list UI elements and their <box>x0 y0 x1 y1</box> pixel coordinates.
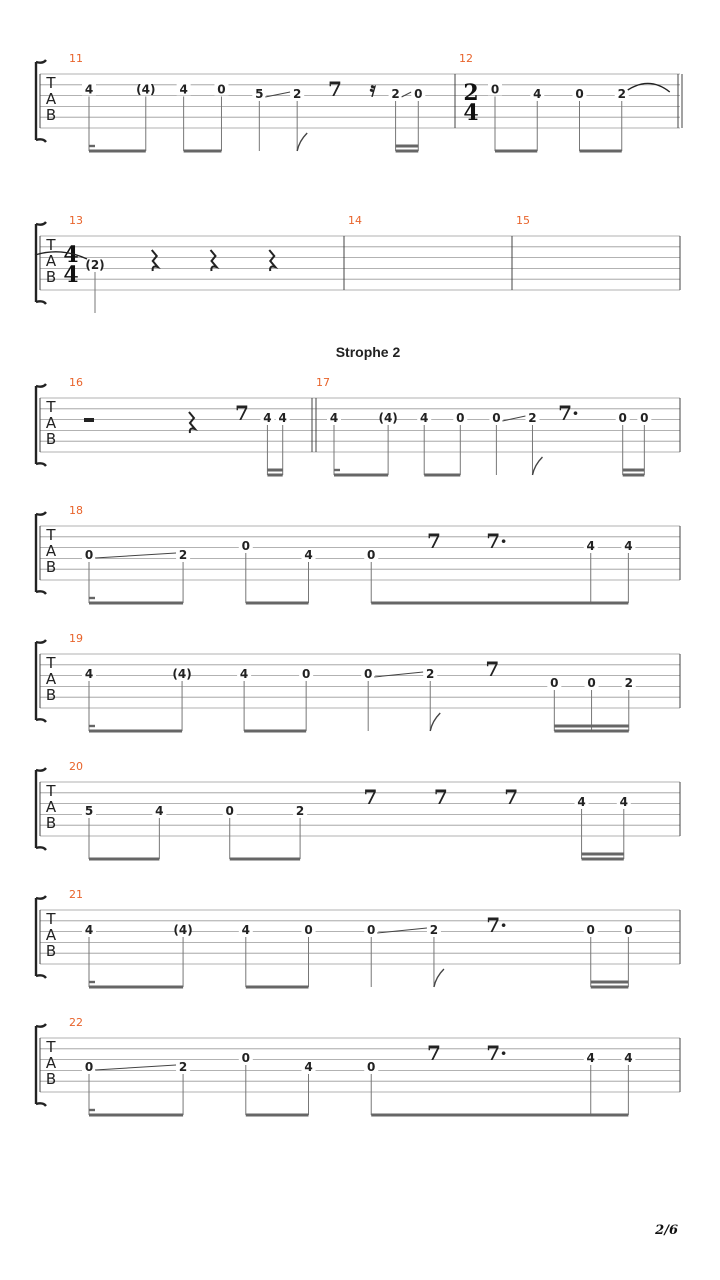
fret-number: 2 <box>617 87 626 101</box>
measure-number: 20 <box>69 760 83 773</box>
fret-number: 0 <box>586 923 595 937</box>
eighth-rest: 7 <box>328 77 342 101</box>
tab-clef-letter: B <box>45 942 57 960</box>
slide-line <box>402 92 412 97</box>
fret-number: 0 <box>364 667 373 681</box>
system-bracket <box>36 60 46 142</box>
fret-number: 0 <box>301 667 311 681</box>
section-label-strophe: Strophe 2 <box>335 344 401 360</box>
note-flag <box>430 713 440 731</box>
note-flag <box>532 457 542 475</box>
fret-number: 4 <box>577 795 586 809</box>
fret-number: 5 <box>255 87 264 101</box>
note-flag <box>434 969 444 987</box>
fret-number: 0 <box>624 923 633 937</box>
fret-number: 0 <box>241 1051 250 1065</box>
tab-clef-letter: B <box>45 106 57 124</box>
fret-number: 4 <box>84 923 94 937</box>
time-signature-bottom: 4 <box>463 100 479 126</box>
measure-number: 17 <box>316 376 330 389</box>
tab-system <box>36 1016 680 1115</box>
eighth-rest: 7· <box>558 401 580 425</box>
fret-number: 2 <box>391 87 400 101</box>
fret-number: 0 <box>367 923 376 937</box>
fret-number: 0 <box>618 411 627 425</box>
fret-number: 0 <box>575 87 584 101</box>
fret-number: (4) <box>172 667 192 681</box>
fret-number: 4 <box>263 411 272 425</box>
fret-number: 0 <box>367 548 376 562</box>
tab-clef-letter: T <box>46 526 56 544</box>
tab-clef-letter: A <box>45 798 57 816</box>
fret-number: 5 <box>84 804 94 818</box>
fret-number: 0 <box>367 1060 376 1074</box>
slide-line <box>265 92 290 97</box>
measure-number: 22 <box>69 1016 83 1029</box>
measure-number: 14 <box>348 214 362 227</box>
page-number: 2/6 <box>655 1223 678 1238</box>
fret-number: 4 <box>84 82 94 97</box>
slide-line <box>95 553 176 558</box>
fret-number: 4 <box>239 667 249 681</box>
fret-number: 0 <box>492 411 501 425</box>
slide-line <box>374 672 423 677</box>
system-bracket <box>36 512 46 594</box>
tab-system <box>35 214 680 313</box>
system-bracket <box>36 768 46 850</box>
fret-number: 4 <box>624 1051 633 1065</box>
fret-number: 2 <box>426 667 435 681</box>
slide-line <box>377 928 427 933</box>
system-bracket <box>36 384 46 466</box>
time-signature-top: 2 <box>463 80 479 106</box>
tab-clef-letter: B <box>45 268 57 286</box>
tab-system <box>36 760 680 859</box>
eighth-rest: 7 <box>426 529 441 553</box>
fret-number: 0 <box>225 804 234 818</box>
fret-number: 0 <box>217 82 226 97</box>
tab-clef-letter: B <box>45 1070 57 1088</box>
system-bracket <box>36 1024 46 1106</box>
tab-clef-letter: A <box>45 542 57 560</box>
fret-number: 4 <box>304 548 313 562</box>
tab-clef-letter: A <box>45 90 57 108</box>
tab-system <box>36 376 680 475</box>
sixteenth-rest: 𝄿 <box>369 77 376 101</box>
measure-number: 15 <box>516 214 530 227</box>
quarter-rest <box>189 412 195 433</box>
tab-clef-letter: A <box>45 670 57 688</box>
fret-number: 0 <box>587 676 596 690</box>
fret-number: 0 <box>84 1060 94 1074</box>
system-bracket <box>36 896 46 978</box>
tab-system <box>36 632 680 731</box>
tab-clef-letter: T <box>46 74 56 92</box>
note-flag <box>297 133 307 151</box>
quarter-rest <box>211 250 217 271</box>
fret-number: 4 <box>278 411 287 425</box>
fret-number: 0 <box>84 548 94 562</box>
quarter-rest <box>152 250 158 271</box>
fret-number: 4 <box>84 667 94 681</box>
fret-number: 0 <box>640 411 649 425</box>
system-bracket <box>36 640 46 722</box>
fret-number: (2) <box>85 258 105 272</box>
slide-line <box>502 416 525 421</box>
fret-number: 2 <box>295 804 305 818</box>
tab-clef-letter: A <box>45 926 57 944</box>
eighth-rest: 7 <box>234 401 249 425</box>
fret-number: 2 <box>528 411 537 425</box>
measure-number: 21 <box>69 888 83 901</box>
tab-clef-letter: B <box>45 558 57 576</box>
fret-number: 4 <box>619 795 628 809</box>
fret-number: 0 <box>490 82 500 97</box>
fret-number: 0 <box>414 87 423 101</box>
slide-line <box>95 1065 176 1070</box>
fret-number: (4) <box>136 82 156 97</box>
tab-clef-letter: T <box>46 910 56 928</box>
fret-number: 2 <box>429 923 439 937</box>
fret-number: 4 <box>304 1060 313 1074</box>
fret-number: 0 <box>550 676 559 690</box>
tab-clef-letter: T <box>46 654 56 672</box>
fret-number: (4) <box>378 411 398 425</box>
eighth-rest: 7 <box>485 657 500 681</box>
fret-number: 2 <box>624 676 633 690</box>
fret-number: 4 <box>420 411 429 425</box>
fret-number: (4) <box>173 923 193 937</box>
measure-number: 13 <box>69 214 83 227</box>
measure-number: 11 <box>69 52 83 65</box>
fret-number: 4 <box>179 82 188 97</box>
eighth-rest: 7· <box>486 1041 508 1065</box>
quarter-rest <box>269 250 275 271</box>
fret-number: 4 <box>624 539 633 553</box>
tab-clef-letter: T <box>46 1038 56 1056</box>
fret-number: 4 <box>155 804 164 818</box>
tab-clef-letter: B <box>45 430 57 448</box>
time-signature-top: 4 <box>63 242 79 268</box>
eighth-rest: 7· <box>486 529 508 553</box>
measure-number: 18 <box>69 504 83 517</box>
fret-number: 0 <box>456 411 465 425</box>
eighth-rest: 7 <box>363 785 378 809</box>
eighth-rest: 7 <box>426 1041 441 1065</box>
fret-number: 4 <box>241 923 250 937</box>
system-bracket <box>36 222 46 304</box>
tab-clef-letter: A <box>45 252 57 270</box>
tab-clef-letter: T <box>46 782 56 800</box>
fret-number: 4 <box>533 87 542 101</box>
measure-number: 12 <box>459 52 473 65</box>
eighth-rest: 7· <box>486 913 508 937</box>
fret-number: 2 <box>178 548 188 562</box>
half-rest <box>84 418 94 422</box>
fret-number: 0 <box>241 539 250 553</box>
tab-clef-letter: A <box>45 1054 57 1072</box>
tab-clef-letter: B <box>45 686 57 704</box>
tab-clef-letter: T <box>46 398 56 416</box>
measure-number: 19 <box>69 632 83 645</box>
tab-system <box>36 52 682 151</box>
fret-number: 2 <box>292 87 302 101</box>
tab-clef-letter: A <box>45 414 57 432</box>
fret-number: 4 <box>586 539 595 553</box>
time-signature-bottom: 4 <box>63 262 79 288</box>
fret-number: 0 <box>304 923 313 937</box>
fret-number: 4 <box>586 1051 595 1065</box>
eighth-rest: 7 <box>504 785 519 809</box>
tab-system <box>36 504 680 603</box>
tab-clef-letter: B <box>45 814 57 832</box>
measure-number: 16 <box>69 376 83 389</box>
eighth-rest: 7 <box>433 785 448 809</box>
fret-number: 2 <box>178 1060 188 1074</box>
tab-system <box>36 888 680 987</box>
fret-number: 4 <box>329 411 339 425</box>
tab-clef-letter: T <box>46 236 56 254</box>
